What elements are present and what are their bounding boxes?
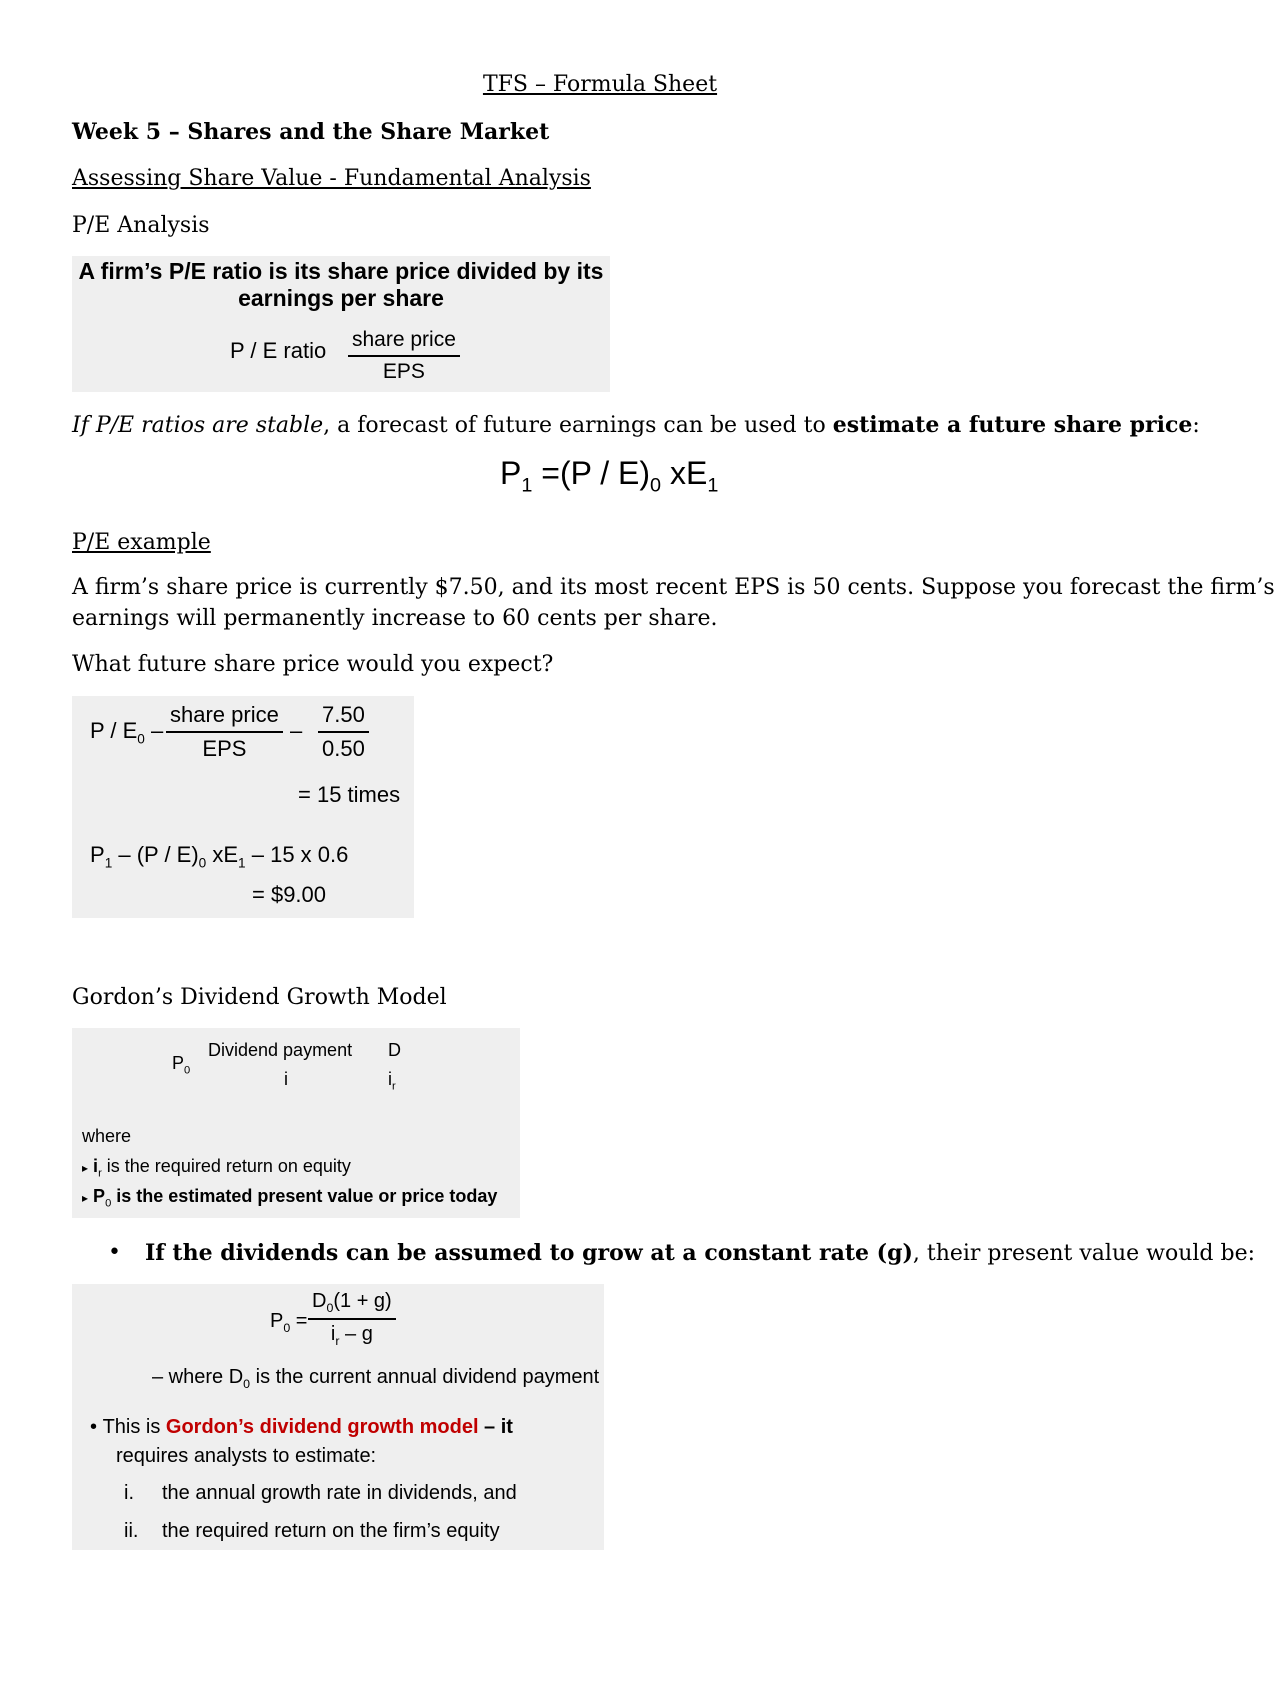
example-fraction2	[318, 702, 369, 762]
document-title: TFS – Formula Sheet	[482, 72, 718, 97]
stable-pe-end: :	[1192, 413, 1200, 438]
stable-pe-italic: If P/E ratios are stable	[72, 413, 324, 438]
example-lhs	[90, 718, 163, 746]
example-den2: 0.50	[322, 736, 365, 761]
formula-e-sub: 1	[707, 474, 719, 497]
example-calc-box	[72, 696, 414, 918]
pe-example-heading: P/E example	[72, 530, 211, 555]
pe-ratio-lhs: P / E ratio	[230, 338, 327, 363]
gordon-den2-sub: r	[392, 1080, 396, 1093]
growth-model-box	[72, 1284, 604, 1550]
growth-where-line	[152, 1366, 599, 1391]
example-p1-sub: 1	[104, 855, 113, 871]
growth-numerator	[308, 1290, 396, 1320]
formula-p: P	[500, 455, 522, 491]
growth-where-a: – where D	[152, 1366, 244, 1388]
growth-bullet-rest: , their present value would be:	[912, 1241, 1256, 1266]
stable-pe-paragraph	[72, 412, 1200, 438]
growth-item2-text: the required return on the firm’s equity	[162, 1520, 500, 1542]
section-heading: Assessing Share Value - Fundamental Analysis	[72, 166, 591, 191]
pe-example-para-line2: earnings will permanently increase to 60 cents per share.	[72, 606, 718, 631]
growth-lhs	[270, 1310, 308, 1335]
gordon-bullet2	[82, 1186, 497, 1210]
gordon-model-box	[72, 1028, 520, 1218]
gordon-denominator2	[388, 1069, 396, 1093]
week-heading: Week 5 – Shares and the Share Market	[72, 119, 550, 145]
gordon-p0-text: P	[172, 1053, 185, 1073]
gordon-bullet2-a: P	[93, 1186, 106, 1206]
growth-bullet	[145, 1240, 1255, 1266]
bullet-icon: ▸	[82, 1161, 89, 1175]
gordon-bullet1-a: i	[93, 1156, 99, 1176]
growth-num-d: D	[312, 1290, 327, 1312]
growth-eq: =	[290, 1310, 308, 1332]
pe-box-title-line1: A firm’s P/E ratio is its share price divided by its	[78, 258, 604, 284]
gordon-where: where	[82, 1126, 132, 1146]
formula-pe-sub: 0	[650, 474, 662, 497]
gordon-numerator: Dividend payment	[208, 1040, 353, 1060]
example-times: = 15 times	[298, 782, 401, 807]
example-p1: P	[90, 842, 105, 867]
example-dash1: –	[144, 718, 164, 743]
bullet-icon: •	[90, 1416, 103, 1438]
growth-den-i: i	[330, 1323, 336, 1345]
growth-item1-num: i.	[124, 1482, 134, 1504]
example-p1-calc: – 15 x 0.6	[245, 842, 349, 867]
gordon-bullet1-b: is the required return on equity	[101, 1156, 351, 1176]
example-lhs-sub: 0	[137, 731, 145, 747]
gordon-denominator: i	[284, 1069, 288, 1089]
growth-it-tail: – it	[478, 1416, 513, 1438]
growth-fraction	[308, 1290, 396, 1348]
gordon-p0-sub: 0	[184, 1064, 191, 1077]
gordon-den2-text: i	[388, 1069, 392, 1089]
growth-num-sub: 0	[326, 1301, 334, 1315]
gordon-bullet1	[82, 1156, 351, 1180]
growth-where-b: is the current annual dividend payment	[250, 1366, 600, 1388]
formula-pe: =(P / E)	[532, 455, 651, 491]
example-xe: xE	[206, 842, 239, 867]
example-result: = $9.00	[252, 882, 327, 907]
example-den1: EPS	[202, 736, 247, 761]
pe-ratio-numerator: share price	[348, 328, 460, 357]
pe-example-question: What future share price would you expect?	[72, 652, 554, 677]
gordon-heading: Gordon’s Dividend Growth Model	[72, 985, 447, 1010]
gordon-model-name: Gordon’s dividend growth model	[165, 1416, 479, 1438]
growth-this-is-line	[90, 1416, 513, 1439]
example-lhs-text: P / E	[90, 718, 138, 743]
growth-item1-text: the annual growth rate in dividends, and	[162, 1482, 517, 1504]
growth-where-sub: 0	[243, 1377, 251, 1391]
gordon-p0	[172, 1053, 190, 1077]
pe-ratio-fraction	[348, 328, 460, 384]
pe-ratio-box	[72, 256, 610, 392]
gordon-numerator2: D	[388, 1040, 401, 1060]
formula-p-sub: 1	[521, 474, 533, 497]
example-p1-line	[90, 842, 348, 870]
pe-box-title-line2: earnings per share	[238, 285, 444, 311]
growth-p0: P	[270, 1310, 284, 1332]
gordon-bullet2-b: is the estimated present value or price today	[111, 1186, 498, 1206]
growth-bullet-dot: •	[108, 1240, 121, 1265]
pe-ratio-denominator: EPS	[382, 360, 425, 383]
future-price-formula	[500, 455, 718, 497]
example-dash2: –	[290, 718, 303, 743]
pe-analysis-label: P/E Analysis	[72, 213, 210, 238]
growth-p0-sub: 0	[283, 1321, 291, 1335]
growth-item2-num: ii.	[124, 1520, 139, 1542]
gordon-bullet1-sub: r	[98, 1167, 102, 1180]
growth-den-rest: – g	[339, 1323, 373, 1345]
bullet-icon: ▸	[82, 1191, 89, 1205]
growth-bullet-bold: If the dividends can be assumed to grow at a constant rate (g)	[145, 1240, 913, 1266]
growth-den-sub: r	[335, 1334, 340, 1348]
pe-example-para-line1: A firm’s share price is currently $7.50, and its most recent EPS is 50 cents. Suppose you forecast the firm’s	[72, 575, 1275, 600]
growth-num-rest: (1 + g)	[333, 1290, 392, 1312]
growth-denominator	[327, 1320, 377, 1348]
stable-pe-bold: estimate a future share price	[832, 412, 1193, 438]
example-num1: share price	[166, 702, 283, 733]
example-e-sub: 1	[238, 855, 246, 871]
example-num2: 7.50	[318, 702, 369, 733]
growth-this-is: This is	[102, 1416, 166, 1438]
formula-xe: xE	[661, 455, 708, 491]
example-pe-sub: 0	[198, 855, 207, 871]
stable-pe-middle: , a forecast of future earnings can be used to	[323, 413, 833, 438]
example-p1-rest: – (P / E)	[112, 842, 199, 867]
example-fraction1	[166, 702, 283, 762]
gordon-bullet2-sub: 0	[105, 1197, 112, 1210]
growth-requires: requires analysts to estimate:	[116, 1445, 377, 1467]
